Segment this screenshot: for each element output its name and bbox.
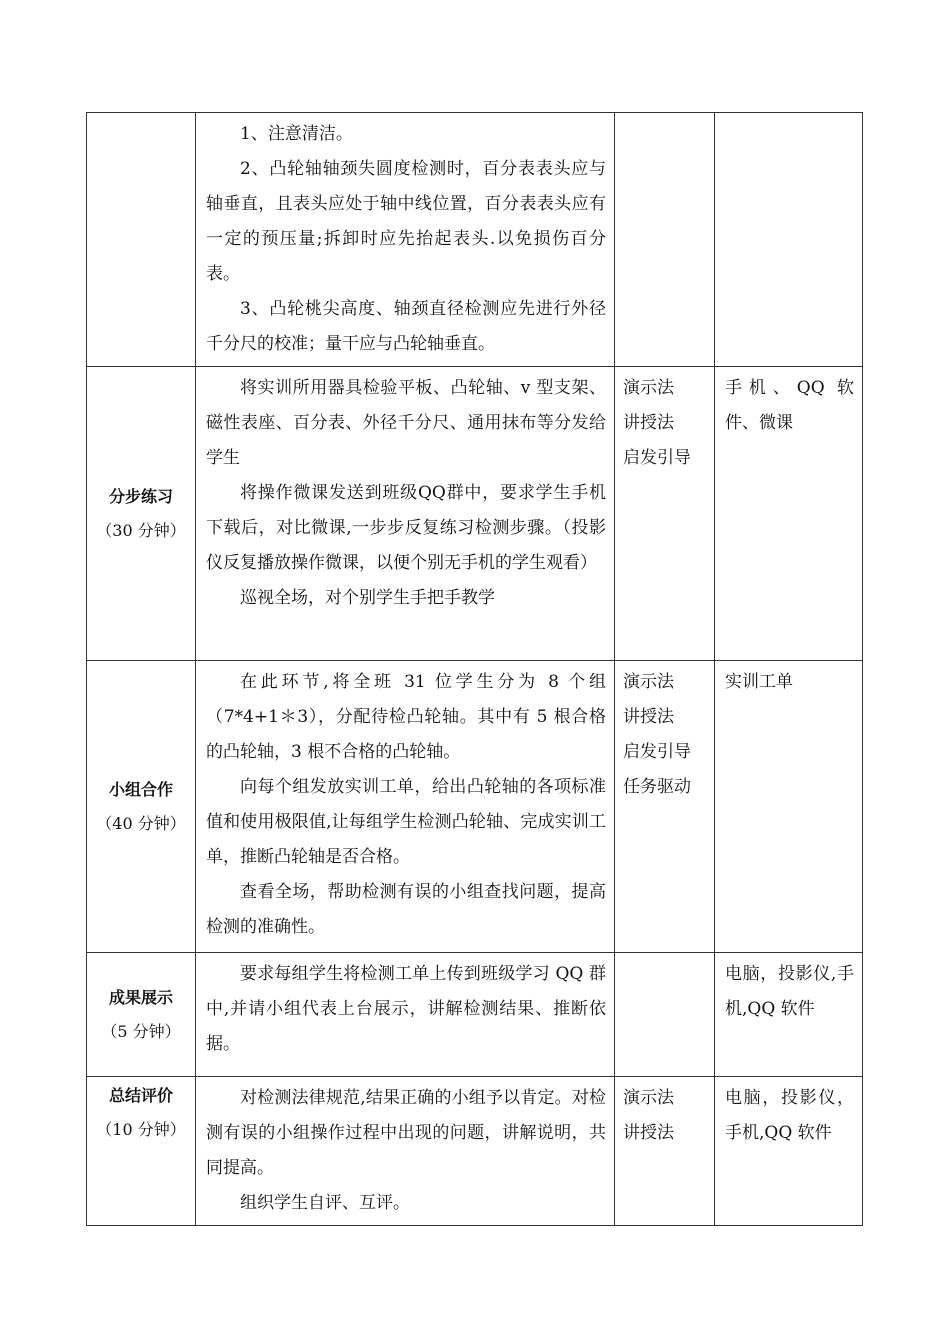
content-paragraph: 巡视全场，对个别学生手把手教学 xyxy=(240,588,495,608)
resource-text: 手机、QQ 软件、微课 xyxy=(725,378,854,433)
content-paragraph: 查看全场，帮助检测有误的小组查找问题，提高检测的准确性。 xyxy=(206,882,606,937)
method-item: 任务驱动 xyxy=(623,777,691,797)
resource-text: 实训工单 xyxy=(725,672,793,692)
content-paragraph: 要求每组学生将检测工单上传到班级学习 QQ 群中,并请小组代表上台展示，讲解检测结果、推断依据。 xyxy=(206,964,606,1054)
stage-duration: （30 分钟） xyxy=(96,520,186,540)
lesson-plan-table xyxy=(86,112,863,1226)
content-paragraph: 向每个组发放实训工单，给出凸轮轴的各项标准值和使用极限值,让每组学生检测凸轮轴、完成实训工单，推断凸轮轴是否合格。 xyxy=(206,777,606,867)
resource-cell xyxy=(715,113,863,367)
stage-cell xyxy=(87,661,196,953)
resource-cell xyxy=(715,367,863,661)
content-cell xyxy=(196,661,615,953)
content-cell xyxy=(196,953,615,1077)
table-row xyxy=(87,113,863,367)
content-paragraph: 2、凸轮轴轴颈失圆度检测时，百分表表头应与轴垂直，且表头应处于轴中线位置，百分表表头应有一定的预压量;拆卸时应先抬起表头.以免损伤百分表。 xyxy=(206,159,606,284)
stage-cell xyxy=(87,953,196,1077)
stage-duration: （40 分钟） xyxy=(96,813,186,833)
content-paragraph: 3、凸轮桃尖高度、轴颈直径检测应先进行外径千分尺的校准；量干应与凸轮轴垂直。 xyxy=(206,299,606,354)
table-row xyxy=(87,953,863,1077)
method-cell xyxy=(615,367,715,661)
method-cell xyxy=(615,661,715,953)
stage-cell xyxy=(87,367,196,661)
method-item: 讲授法 xyxy=(623,707,674,727)
table-row xyxy=(87,367,863,661)
content-paragraph: 将实训所用器具检验平板、凸轮轴、v 型支架、磁性表座、百分表、外径千分尺、通用抹布等分发给学生 xyxy=(206,378,606,468)
resource-text: 电脑，投影仪,手机,QQ 软件 xyxy=(725,964,854,1019)
resource-cell xyxy=(715,1077,863,1226)
stage-cell xyxy=(87,1077,196,1226)
method-item: 演示法 xyxy=(623,378,674,398)
resource-text: 电脑，投影仪，手机,QQ 软件 xyxy=(725,1088,854,1143)
method-item: 演示法 xyxy=(623,672,674,692)
content-paragraph: 1、注意清洁。 xyxy=(240,124,353,144)
content-cell xyxy=(196,113,615,367)
resource-cell xyxy=(715,953,863,1077)
content-paragraph: 在此环节,将全班 31 位学生分为 8 个组（7*4+1＊3），分配待检凸轮轴。其中有 5 根合格的凸轮轴，3 根不合格的凸轮轴。 xyxy=(206,672,606,762)
stage-cell xyxy=(87,113,196,367)
method-item: 演示法 xyxy=(623,1088,674,1108)
method-item: 讲授法 xyxy=(623,1123,674,1143)
stage-duration: （5 分钟） xyxy=(101,1021,181,1041)
method-cell xyxy=(615,1077,715,1226)
method-item: 启发引导 xyxy=(623,448,691,468)
stage-name: 分步练习 xyxy=(108,486,173,506)
method-item: 启发引导 xyxy=(623,742,691,762)
content-paragraph: 对检测法律规范,结果正确的小组予以肯定。对检测有误的小组操作过程中出现的问题，讲解说明，共同提高。 xyxy=(206,1088,606,1178)
resource-cell xyxy=(715,661,863,953)
method-cell xyxy=(615,953,715,1077)
table-row xyxy=(87,1077,863,1226)
content-cell xyxy=(196,367,615,661)
content-paragraph: 组织学生自评、互评。 xyxy=(240,1193,410,1213)
content-cell xyxy=(196,1077,615,1226)
stage-name: 成果展示 xyxy=(108,987,173,1007)
method-item: 讲授法 xyxy=(623,413,674,433)
stage-name: 小组合作 xyxy=(108,779,173,799)
table-row xyxy=(87,661,863,953)
content-paragraph: 将操作微课发送到班级QQ群中，要求学生手机下载后，对比微课,一步步反复练习检测步骤。（投影仪反复播放操作微课，以便个别无手机的学生观看） xyxy=(206,483,606,573)
stage-duration: （10 分钟） xyxy=(96,1120,186,1139)
stage-name: 总结评价 xyxy=(108,1086,173,1105)
method-cell xyxy=(615,113,715,367)
